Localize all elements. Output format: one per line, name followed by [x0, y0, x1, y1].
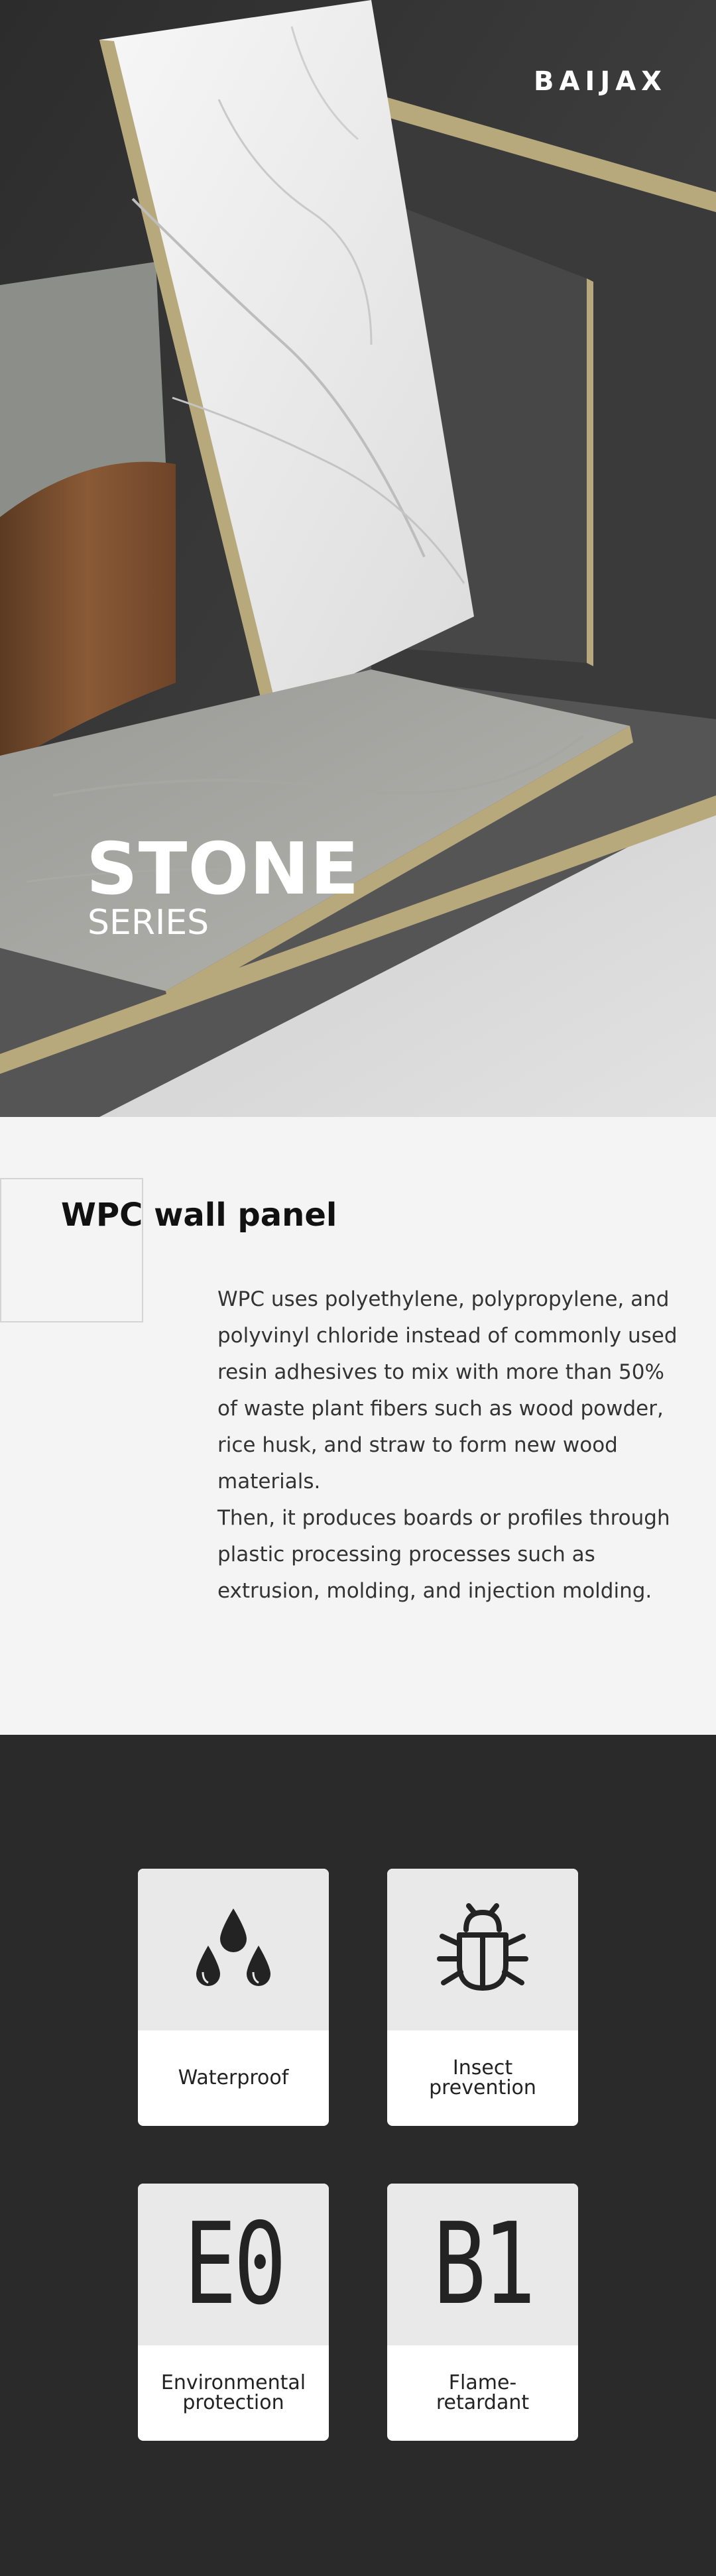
feature-icon-area	[387, 1869, 578, 2030]
bug-icon	[433, 1903, 532, 1996]
feature-icon-area	[387, 2184, 578, 2345]
brand-logo: BAIJAX	[533, 66, 667, 97]
feature-icon-area	[138, 1869, 329, 2030]
intro-paragraph: WPC uses polyethylene, polypropylene, and polyvinyl chloride instead of commonly used resin adhesives to mix with more than 50% of waste plant fibers such as wood powder, rice husk, and straw to form new wood materials.	[217, 1287, 678, 1493]
water-drops-icon	[187, 1903, 280, 1996]
intro-section	[0, 1117, 716, 1735]
e0-icon: E0	[183, 2199, 284, 2330]
feature-icon-area	[138, 2184, 329, 2345]
feature-card-environmental-protection	[138, 2184, 329, 2441]
feature-label: Insect prevention	[429, 2056, 536, 2099]
features-section	[0, 1735, 716, 2576]
feature-label: Flame- retardant	[436, 2371, 530, 2414]
intro-title: WPC wall panel	[61, 1197, 337, 1234]
intro-paragraph: Then, it produces boards or profiles through plastic processing processes such as extrusion, molding, and injection molding.	[217, 1506, 670, 1603]
hero-subtitle: SERIES	[88, 903, 209, 943]
feature-label: Environmental protection	[160, 2371, 306, 2414]
feature-label: Waterproof	[178, 2066, 289, 2089]
hero-banner	[0, 0, 716, 1117]
hero-title: STONE	[86, 828, 360, 911]
b1-icon: B1	[432, 2199, 533, 2330]
feature-card-waterproof	[138, 1869, 329, 2126]
hero-stone-panels-illustration	[0, 0, 716, 1117]
feature-card-flame-retardant	[387, 2184, 578, 2441]
feature-card-insect-prevention	[387, 1869, 578, 2126]
